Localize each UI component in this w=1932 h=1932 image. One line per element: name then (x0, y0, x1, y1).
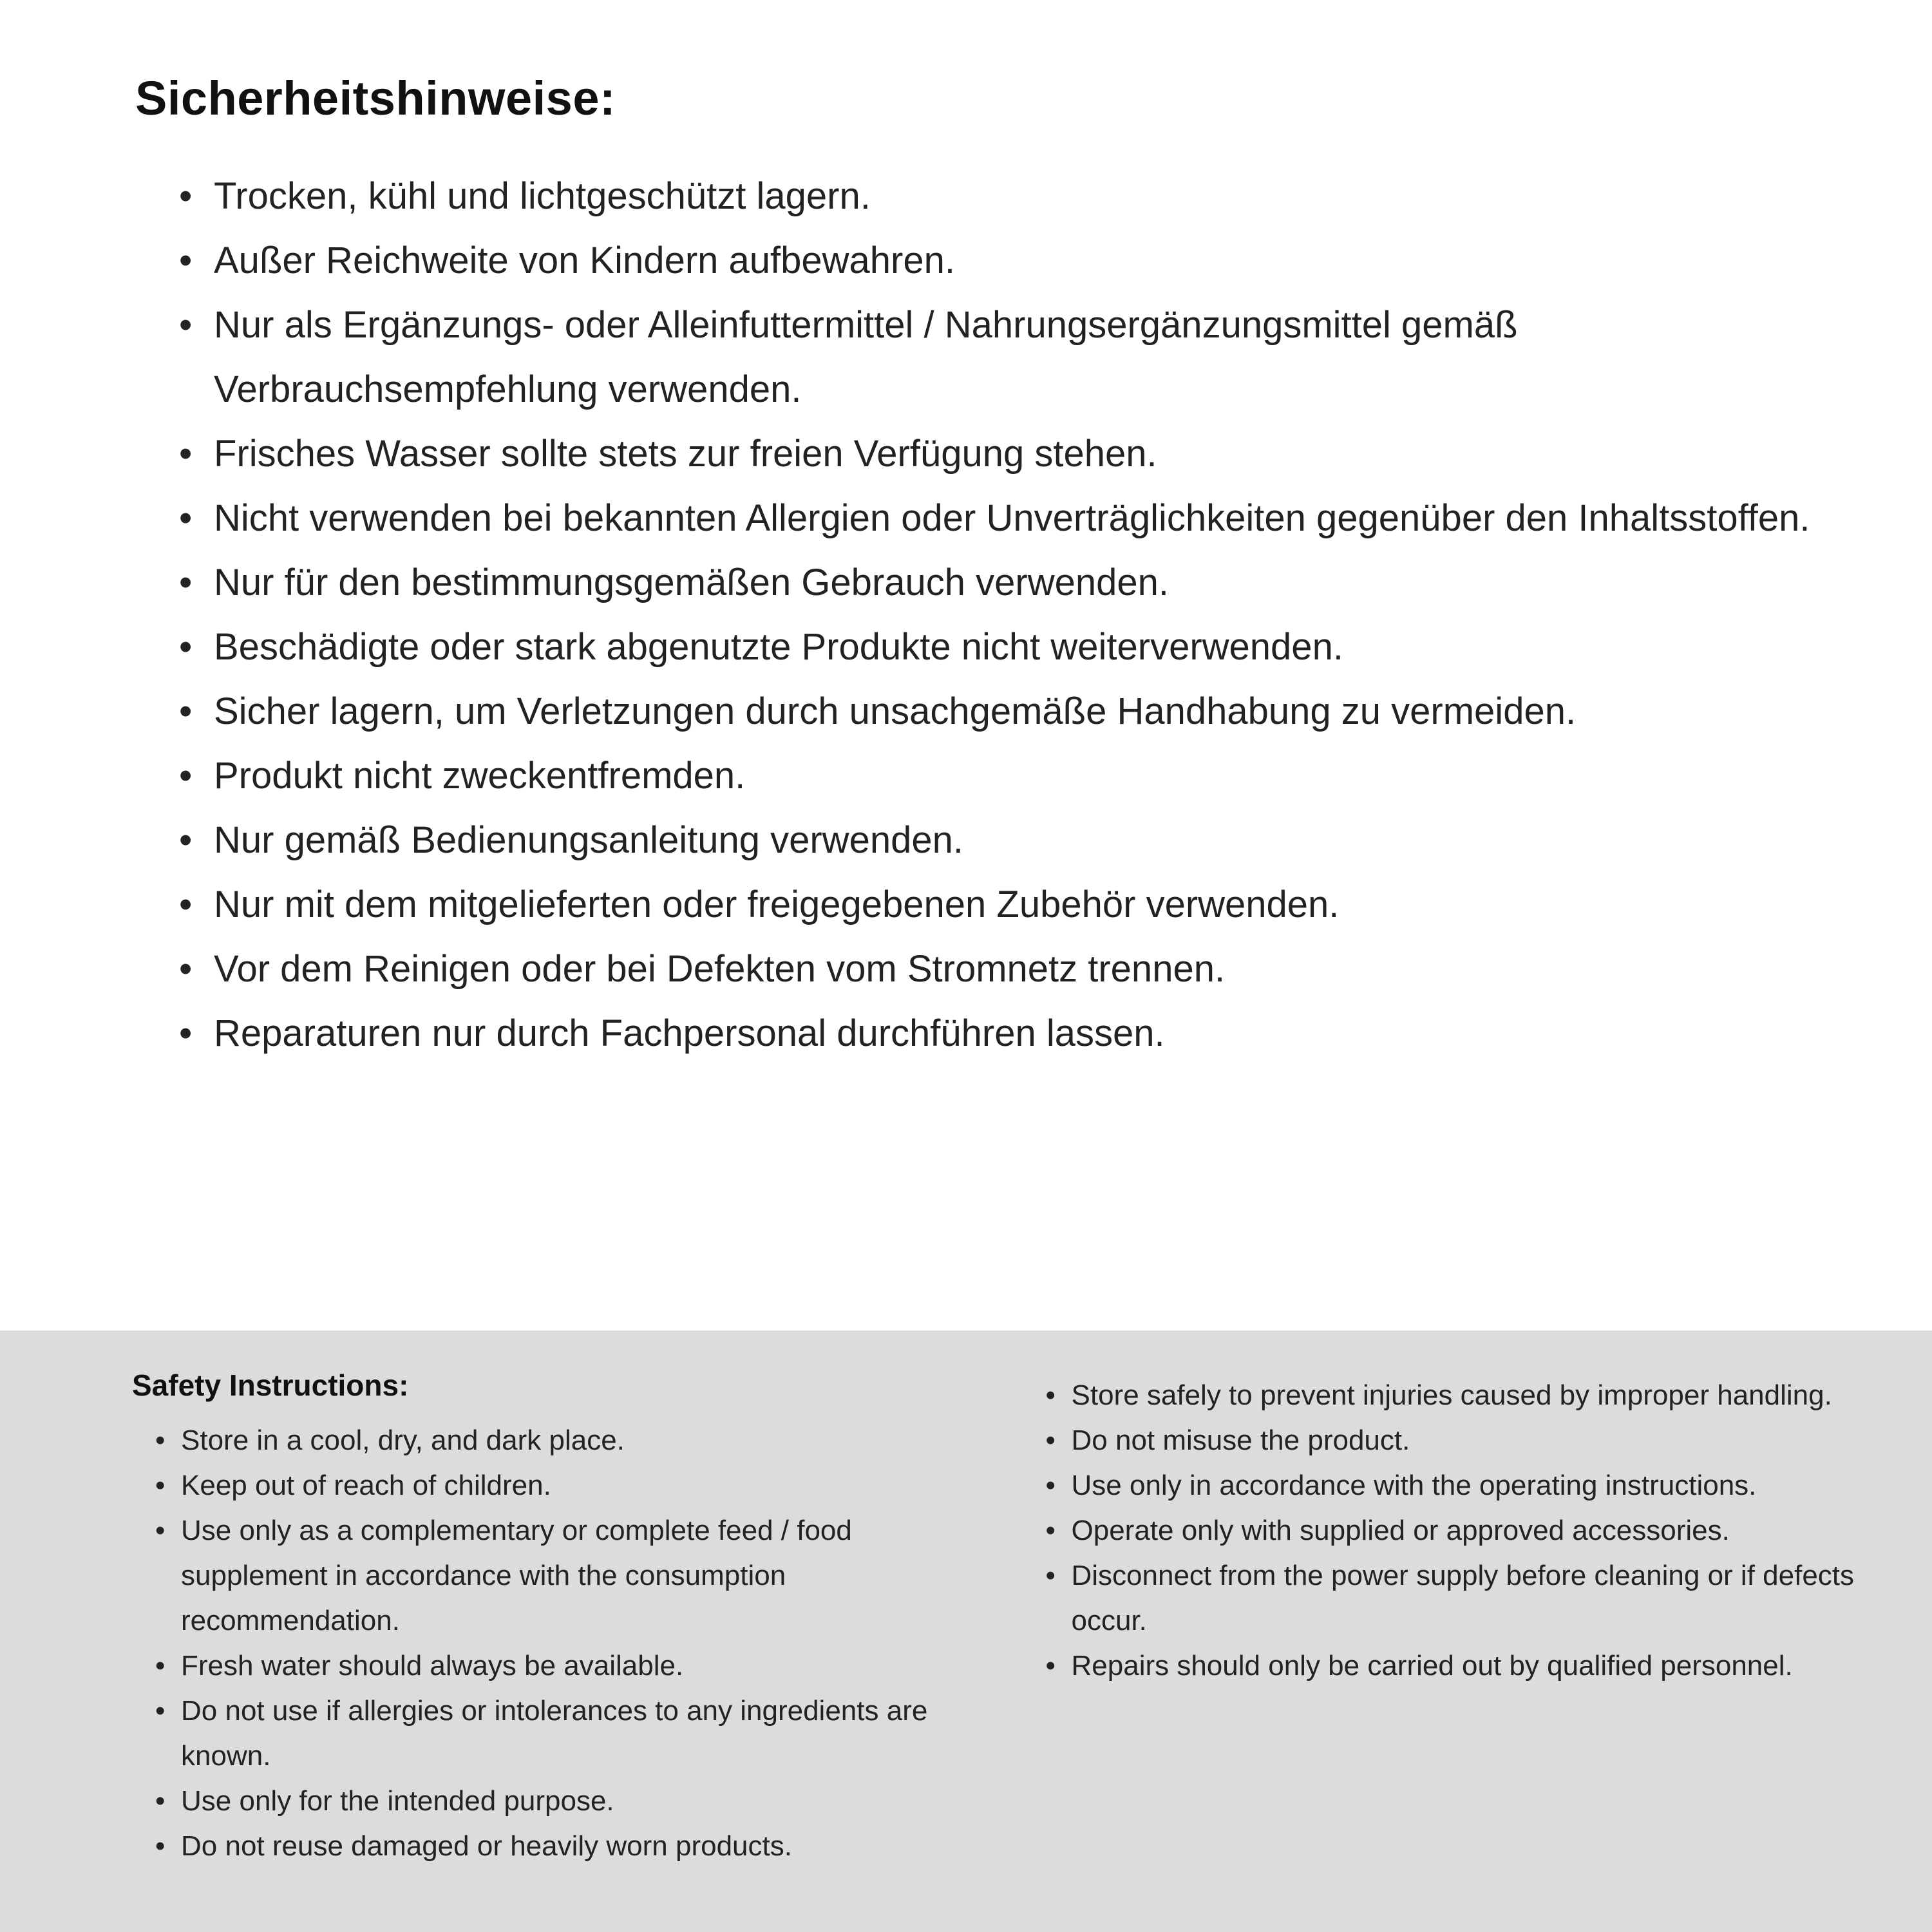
english-columns (132, 1368, 1855, 1869)
list-item: • Use only in accordance with the operating instructions. (1042, 1463, 1855, 1508)
list-item: • Do not misuse the product. (1042, 1418, 1855, 1463)
list-item: • Nur als Ergänzungs- oder Alleinfuttermittel / Nahrungsergänzungsmittel gemäß Verbrauchsempfehlung verwenden. (174, 293, 1823, 422)
list-item: • Store safely to prevent injuries caused by improper handling. (1042, 1373, 1855, 1418)
list-item: • Nicht verwenden bei bekannten Allergien oder Unverträglichkeiten gegenüber den Inhaltsstoffen. (174, 486, 1823, 551)
english-safety-list-right (1042, 1373, 1855, 1689)
english-right-column (1042, 1368, 1855, 1869)
english-left-column (132, 1368, 945, 1869)
list-item: • Do not reuse damaged or heavily worn products. (151, 1824, 945, 1869)
list-item: • Fresh water should always be available. (151, 1643, 945, 1689)
english-heading: Safety Instructions: (132, 1368, 409, 1402)
list-item: • Produkt nicht zweckentfremden. (174, 744, 1823, 808)
german-safety-list (135, 164, 1823, 1066)
list-item: • Sicher lagern, um Verletzungen durch unsachgemäße Handhabung zu vermeiden. (174, 679, 1823, 744)
list-item: • Operate only with supplied or approved accessories. (1042, 1508, 1855, 1553)
list-item: • Nur mit dem mitgelieferten oder freigegebenen Zubehör verwenden. (174, 873, 1823, 937)
german-heading: Sicherheitshinweise: (135, 71, 616, 125)
english-safety-list-left (132, 1418, 945, 1869)
list-item: • Repairs should only be carried out by qualified personnel. (1042, 1643, 1855, 1689)
list-item: • Store in a cool, dry, and dark place. (151, 1418, 945, 1463)
list-item: • Use only as a complementary or complete feed / food supplement in accordance with the consumption recommendation. (151, 1508, 945, 1643)
list-item: • Do not use if allergies or intolerances to any ingredients are known. (151, 1689, 945, 1779)
list-item: • Vor dem Reinigen oder bei Defekten vom Stromnetz trennen. (174, 937, 1823, 1001)
list-item: • Frisches Wasser sollte stets zur freien Verfügung stehen. (174, 422, 1823, 486)
list-item: • Disconnect from the power supply before cleaning or if defects occur. (1042, 1553, 1855, 1643)
list-item: • Nur für den bestimmungsgemäßen Gebrauch verwenden. (174, 551, 1823, 615)
list-item: • Use only for the intended purpose. (151, 1779, 945, 1824)
list-item: • Trocken, kühl und lichtgeschützt lagern. (174, 164, 1823, 229)
list-item: • Beschädigte oder stark abgenutzte Produkte nicht weiterverwenden. (174, 615, 1823, 679)
list-item: • Außer Reichweite von Kindern aufbewahren. (174, 229, 1823, 293)
list-item: • Reparaturen nur durch Fachpersonal durchführen lassen. (174, 1001, 1823, 1066)
list-item: • Nur gemäß Bedienungsanleitung verwenden. (174, 808, 1823, 873)
list-item: • Keep out of reach of children. (151, 1463, 945, 1508)
english-safety-panel (0, 1331, 1932, 1932)
